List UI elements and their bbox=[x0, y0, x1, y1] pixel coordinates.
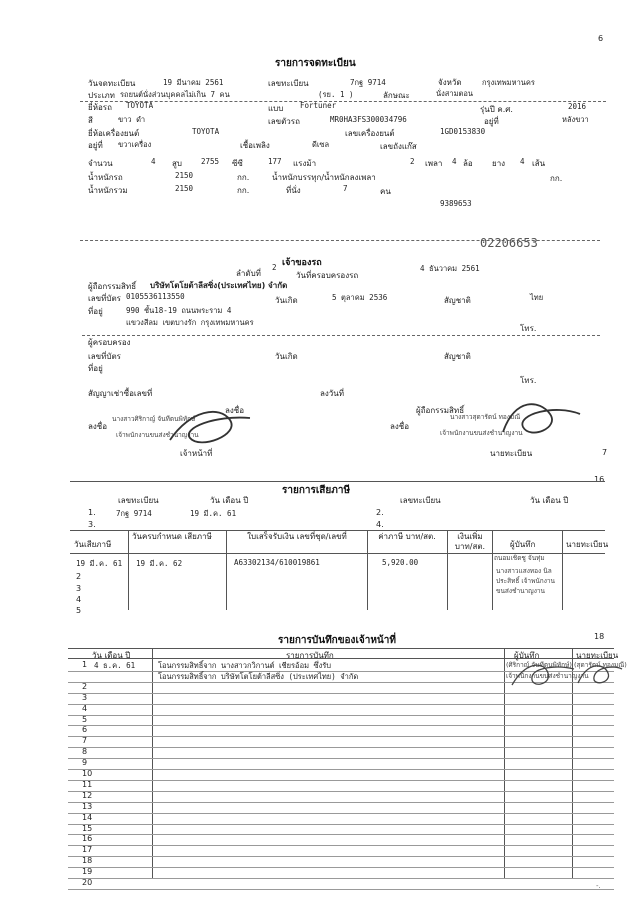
model-label: แบบ bbox=[268, 104, 284, 113]
log-row-note: โอนกรรมสิทธิ์จาก บริษัทโตโยต้าลีสซิ่ง (ประเทศไทย) จำกัด bbox=[158, 672, 359, 681]
engine-no: 1GD0153830 bbox=[440, 127, 486, 136]
kg-1: กก. bbox=[237, 173, 250, 182]
type-code: (รย. 1 ) bbox=[318, 90, 354, 99]
log-h-date: วัน เดือน ปี bbox=[92, 651, 131, 660]
tax-col-recorder: ผู้บันทึก bbox=[510, 540, 536, 549]
log-row-number: 16 bbox=[82, 834, 93, 843]
registrar-label: นายทะเบียน bbox=[490, 449, 533, 458]
kg-2: กก. bbox=[550, 174, 563, 183]
id-number: 0105536113550 bbox=[126, 292, 185, 301]
axles-label: เพลา bbox=[425, 159, 443, 168]
log-row-number: 18 bbox=[82, 856, 93, 865]
log-row-number: 7 bbox=[82, 736, 88, 745]
holder-label: ผู้ถือกรรมสิทธิ์ bbox=[416, 406, 465, 415]
owner-label: ผู้ถือกรรมสิทธิ์ bbox=[88, 282, 137, 291]
load-label: น้ำหนักบรรทุก/น้ำหนักลงเพลา bbox=[272, 173, 376, 182]
contract-label: สัญญาเช่าซื้อเลขที่ bbox=[88, 389, 153, 398]
log-h-recorder: ผู้บันทึก bbox=[514, 651, 540, 660]
owner-title: เจ้าของรถ bbox=[282, 258, 322, 268]
color: ขาว ดำ bbox=[118, 115, 146, 124]
log-row-recorder: (ศิริกาญ์ จันทีตนพิทักษ์) bbox=[506, 661, 572, 669]
nationality-label: สัญชาติ bbox=[444, 296, 471, 305]
log-row-number: 4 bbox=[82, 704, 88, 713]
serial-number: 9389653 bbox=[440, 199, 472, 208]
log-row-line bbox=[68, 769, 614, 770]
log-registrar-signature bbox=[574, 655, 624, 693]
wheels-label: ล้อ bbox=[463, 159, 473, 168]
model-year: 2016 bbox=[568, 102, 587, 111]
barcode-partial: 02206653 bbox=[480, 236, 538, 250]
kg-3: กก. bbox=[237, 186, 250, 195]
log-row-line bbox=[68, 845, 614, 846]
log-recorder-signature bbox=[508, 655, 578, 693]
log-h-note: รายการบันทึก bbox=[286, 651, 334, 660]
tax-row1-paid: 19 มี.ค. 61 bbox=[76, 559, 123, 568]
tel-label: โทร. bbox=[520, 324, 537, 333]
log-row-number: 1 bbox=[82, 660, 88, 669]
address-line-1: 990 ชั้น18-19 ถนนพระราม 4 bbox=[126, 306, 232, 315]
reg-no-label: เลขทะเบียน bbox=[268, 79, 309, 88]
log-row-number: 15 bbox=[82, 824, 93, 833]
log-row-number: 13 bbox=[82, 802, 93, 811]
reg-no: 7กฐ 9714 bbox=[350, 78, 386, 87]
address-label: ที่อยู่ bbox=[88, 307, 103, 316]
sign-label-2: ลงชื่อ bbox=[88, 422, 108, 431]
model: Fortuner bbox=[300, 101, 337, 110]
sign-label-1: ลงชื่อ bbox=[225, 406, 245, 415]
possessor-addr-label: ที่อยู่ bbox=[88, 364, 103, 373]
log-row-line bbox=[68, 889, 614, 890]
log-row-number: 5 bbox=[82, 715, 88, 724]
registration-title: รายการจดทะเบียน bbox=[275, 58, 356, 69]
engine-loc-label: อยู่ที่ bbox=[88, 141, 103, 150]
log-row-line bbox=[68, 725, 614, 726]
weight-label: น้ำหนักรถ bbox=[88, 173, 123, 182]
chassis-loc-label: อยู่ที่ bbox=[484, 117, 499, 126]
log-row-line bbox=[68, 856, 614, 857]
log-row-number: 20 bbox=[82, 878, 93, 887]
cc: 2755 bbox=[201, 157, 220, 166]
tax-row5-no: 5 bbox=[76, 606, 82, 615]
tires: 4 bbox=[520, 157, 525, 166]
nationality: ไทย bbox=[530, 293, 544, 302]
log-row-line bbox=[68, 867, 614, 868]
tax-h-date-1: วัน เดือน ปี bbox=[210, 496, 249, 505]
tax-row1-amount: 5,920.00 bbox=[382, 558, 419, 567]
type-label: ประเภท bbox=[88, 91, 115, 100]
log-row-date: 4 ธ.ค. 61 bbox=[94, 661, 136, 670]
possession-label: วันที่ครอบครองรถ bbox=[296, 271, 359, 280]
tax-h-regno-2: เลขทะเบียน bbox=[400, 496, 441, 505]
tank-label: เลขถังแก๊ส bbox=[380, 142, 417, 151]
tax-col-registrar: นายทะเบียน bbox=[566, 540, 609, 549]
cyl-label: สูบ bbox=[172, 159, 182, 168]
mark-18: 18 bbox=[594, 632, 605, 641]
officer-label: เจ้าหน้าที่ bbox=[180, 449, 213, 458]
order: 2 bbox=[272, 263, 277, 272]
log-row-note: โอนกรรมสิทธิ์จาก นางสาวกวิกานต์ เชียรอ้อม ซึ่งรับ bbox=[158, 661, 332, 670]
engine-brand-label: ยี่ห้อเครื่องยนต์ bbox=[88, 129, 140, 138]
chassis-label: เลขตัวรถ bbox=[268, 117, 300, 126]
tires-label: ยาง bbox=[492, 159, 506, 168]
possessor-tel-label: โทร. bbox=[520, 376, 537, 385]
reg-date-label: วันจดทะเบียน bbox=[88, 79, 136, 88]
qty: 4 bbox=[151, 157, 156, 166]
tax-h-date-2: วัน เดือน ปี bbox=[530, 496, 569, 505]
log-row-line bbox=[68, 802, 614, 803]
axles: 2 bbox=[410, 157, 415, 166]
tax-r1-date: 19 มี.ค. 61 bbox=[190, 509, 237, 518]
brand: TOYOTA bbox=[126, 101, 154, 110]
possessor-dob-label: วันเกิด bbox=[275, 352, 298, 361]
reg-date: 19 มีนาคม 2561 bbox=[163, 78, 224, 87]
tax-row4-no: 4 bbox=[76, 595, 82, 604]
province: กรุงเทพมหานคร bbox=[482, 78, 535, 87]
persons-label: คน bbox=[380, 187, 391, 196]
tax-r2-no: 2. bbox=[376, 508, 384, 517]
tax-row2-no: 2 bbox=[76, 572, 82, 581]
tax-r3-no: 3. bbox=[88, 520, 96, 529]
owner-name: บริษัทโตโยต้าลีสซิ่ง(ประเทศไทย) จำกัด bbox=[150, 281, 288, 290]
log-row-number: 6 bbox=[82, 725, 88, 734]
tax-r1-no: 1. bbox=[88, 508, 96, 517]
log-row-number: 12 bbox=[82, 791, 93, 800]
address-line-2: แขวงสีลม เขตบางรัก กรุงเทพมหานคร bbox=[126, 318, 254, 327]
log-row-number: 17 bbox=[82, 845, 93, 854]
nature: นั่งสามตอน bbox=[436, 89, 474, 98]
id-label: เลขที่บัตร bbox=[88, 294, 121, 303]
log-row-line bbox=[68, 780, 614, 781]
tax-row3-no: 3 bbox=[76, 584, 82, 593]
tax-r4-no: 4. bbox=[376, 520, 384, 529]
officer-stamp-role: เจ้าพนักงานขนส่งชำนาญงาน bbox=[116, 431, 199, 439]
order-label: ลำดับที่ bbox=[236, 269, 261, 278]
log-row-line bbox=[68, 715, 614, 716]
log-row-number: 2 bbox=[82, 682, 88, 691]
wheels: 4 bbox=[452, 157, 457, 166]
province-label: จังหวัด bbox=[438, 78, 462, 87]
log-row-number: 11 bbox=[82, 780, 93, 789]
mark-16: 16 bbox=[594, 475, 605, 484]
registrar-stamp-name: นางสาวสุดารัตน์ ทองมณี bbox=[450, 413, 521, 421]
gross-label: น้ำหนักรวม bbox=[88, 186, 128, 195]
chassis: MR0HA3FS300034796 bbox=[330, 115, 407, 124]
qty-label: จำนวน bbox=[88, 159, 113, 168]
gross: 2150 bbox=[175, 184, 194, 193]
officer-stamp-name: นางสาวศิริกาญ์ จันทีตนพิทักษ์ bbox=[112, 415, 196, 423]
page-mark: 6 bbox=[598, 34, 604, 43]
dob-label: วันเกิด bbox=[275, 296, 298, 305]
model-year-label: รุ่นปี ค.ศ. bbox=[480, 105, 513, 114]
tax-h-regno-1: เลขทะเบียน bbox=[118, 496, 159, 505]
tax-col-extra: เงินเพิ่ม บาท/สต. bbox=[454, 532, 486, 551]
log-title: รายการบันทึกของเจ้าหน้าที่ bbox=[278, 635, 396, 646]
log-row-number: 8 bbox=[82, 747, 88, 756]
possessor-label: ผู้ครอบครอง bbox=[88, 338, 131, 347]
log-row-line bbox=[68, 747, 614, 748]
tax-title: รายการเสียภาษี bbox=[282, 485, 351, 496]
log-row-line bbox=[68, 758, 614, 759]
engine-loc: ขวาเครื่อง bbox=[118, 140, 152, 149]
possessor-nat-label: สัญชาติ bbox=[444, 352, 471, 361]
dob: 5 ตุลาคม 2536 bbox=[332, 293, 388, 302]
tax-row1-due: 19 มี.ค. 62 bbox=[136, 559, 183, 568]
tax-col-amount: ค่าภาษี บาท/สต. bbox=[378, 532, 436, 541]
log-row-line bbox=[68, 693, 614, 694]
bottom-mark: -. bbox=[596, 882, 601, 890]
tax-col-due: วันครบกำหนด เสียภาษี bbox=[132, 532, 212, 541]
log-h-registrar: นายทะเบียน bbox=[576, 651, 619, 660]
engine-no-label: เลขเครื่องยนต์ bbox=[345, 129, 395, 138]
tax-row1-recorder: ถนอมเชิดชู จันทุ่ม bbox=[494, 554, 545, 562]
seats: 7 bbox=[343, 184, 348, 193]
log-row-line bbox=[68, 813, 614, 814]
tax-col-receipt: ใบเสร็จรับเงิน เลขที่ชุด/เลขที่ bbox=[247, 532, 347, 541]
log-row-line bbox=[68, 704, 614, 705]
tax-col-paid: วันเสียภาษี bbox=[74, 540, 112, 549]
contract-date-label: ลงวันที่ bbox=[320, 389, 345, 398]
chassis-loc: หลังขวา bbox=[562, 115, 589, 124]
fuel-label: เชื้อเพลิง bbox=[240, 141, 270, 150]
tax-r1-reg: 7กฐ 9714 bbox=[116, 509, 152, 518]
log-row-number: 3 bbox=[82, 693, 88, 702]
hp: 177 bbox=[268, 157, 282, 166]
log-row-line bbox=[68, 834, 614, 835]
log-row-recorder: เจ้าพนักงานขนส่งชำนาญงาน bbox=[506, 672, 589, 680]
possessor-id-label: เลขที่บัตร bbox=[88, 352, 121, 361]
log-row-registrar: (สุดารัตน์ ทองมณี) bbox=[574, 661, 627, 669]
lines-label: เส้น bbox=[532, 159, 546, 168]
mark-7: 7 bbox=[602, 448, 608, 457]
color-label: สี bbox=[88, 116, 93, 125]
hp-label: แรงม้า bbox=[293, 159, 317, 168]
engine-brand: TOYOTA bbox=[192, 127, 220, 136]
registrar-signature bbox=[495, 392, 585, 447]
log-row-number: 14 bbox=[82, 813, 93, 822]
fuel: ดีเซล bbox=[312, 140, 330, 149]
weight: 2150 bbox=[175, 171, 194, 180]
log-row-line bbox=[68, 878, 614, 879]
nature-label: ลักษณะ bbox=[383, 91, 410, 100]
sign-label-3: ลงชื่อ bbox=[390, 422, 410, 431]
log-row-line bbox=[68, 736, 614, 737]
registrar-stamp-role: เจ้าพนักงานขนส่งชำนาญงาน bbox=[440, 429, 523, 437]
brand-label: ยี่ห้อรถ bbox=[88, 103, 112, 112]
cc-label: ซีซี bbox=[232, 159, 243, 168]
type: รถยนต์นั่งส่วนบุคคลไม่เกิน 7 คน bbox=[120, 90, 230, 99]
seats-label: ที่นั่ง bbox=[286, 186, 301, 195]
tax-recorder-stamp: นางสาวแสงทอง นิลประสิทธิ์ เจ้าพนักงานขนส่งชำนาญงาน bbox=[496, 567, 556, 595]
log-row-line bbox=[68, 791, 614, 792]
log-row-number: 10 bbox=[82, 769, 93, 778]
possession-date: 4 ธันวาคม 2561 bbox=[420, 264, 480, 273]
tax-row1-receipt: A63302134/610019861 bbox=[234, 558, 320, 567]
log-row-number: 19 bbox=[82, 867, 93, 876]
log-row-number: 9 bbox=[82, 758, 88, 767]
log-row-line bbox=[68, 824, 614, 825]
